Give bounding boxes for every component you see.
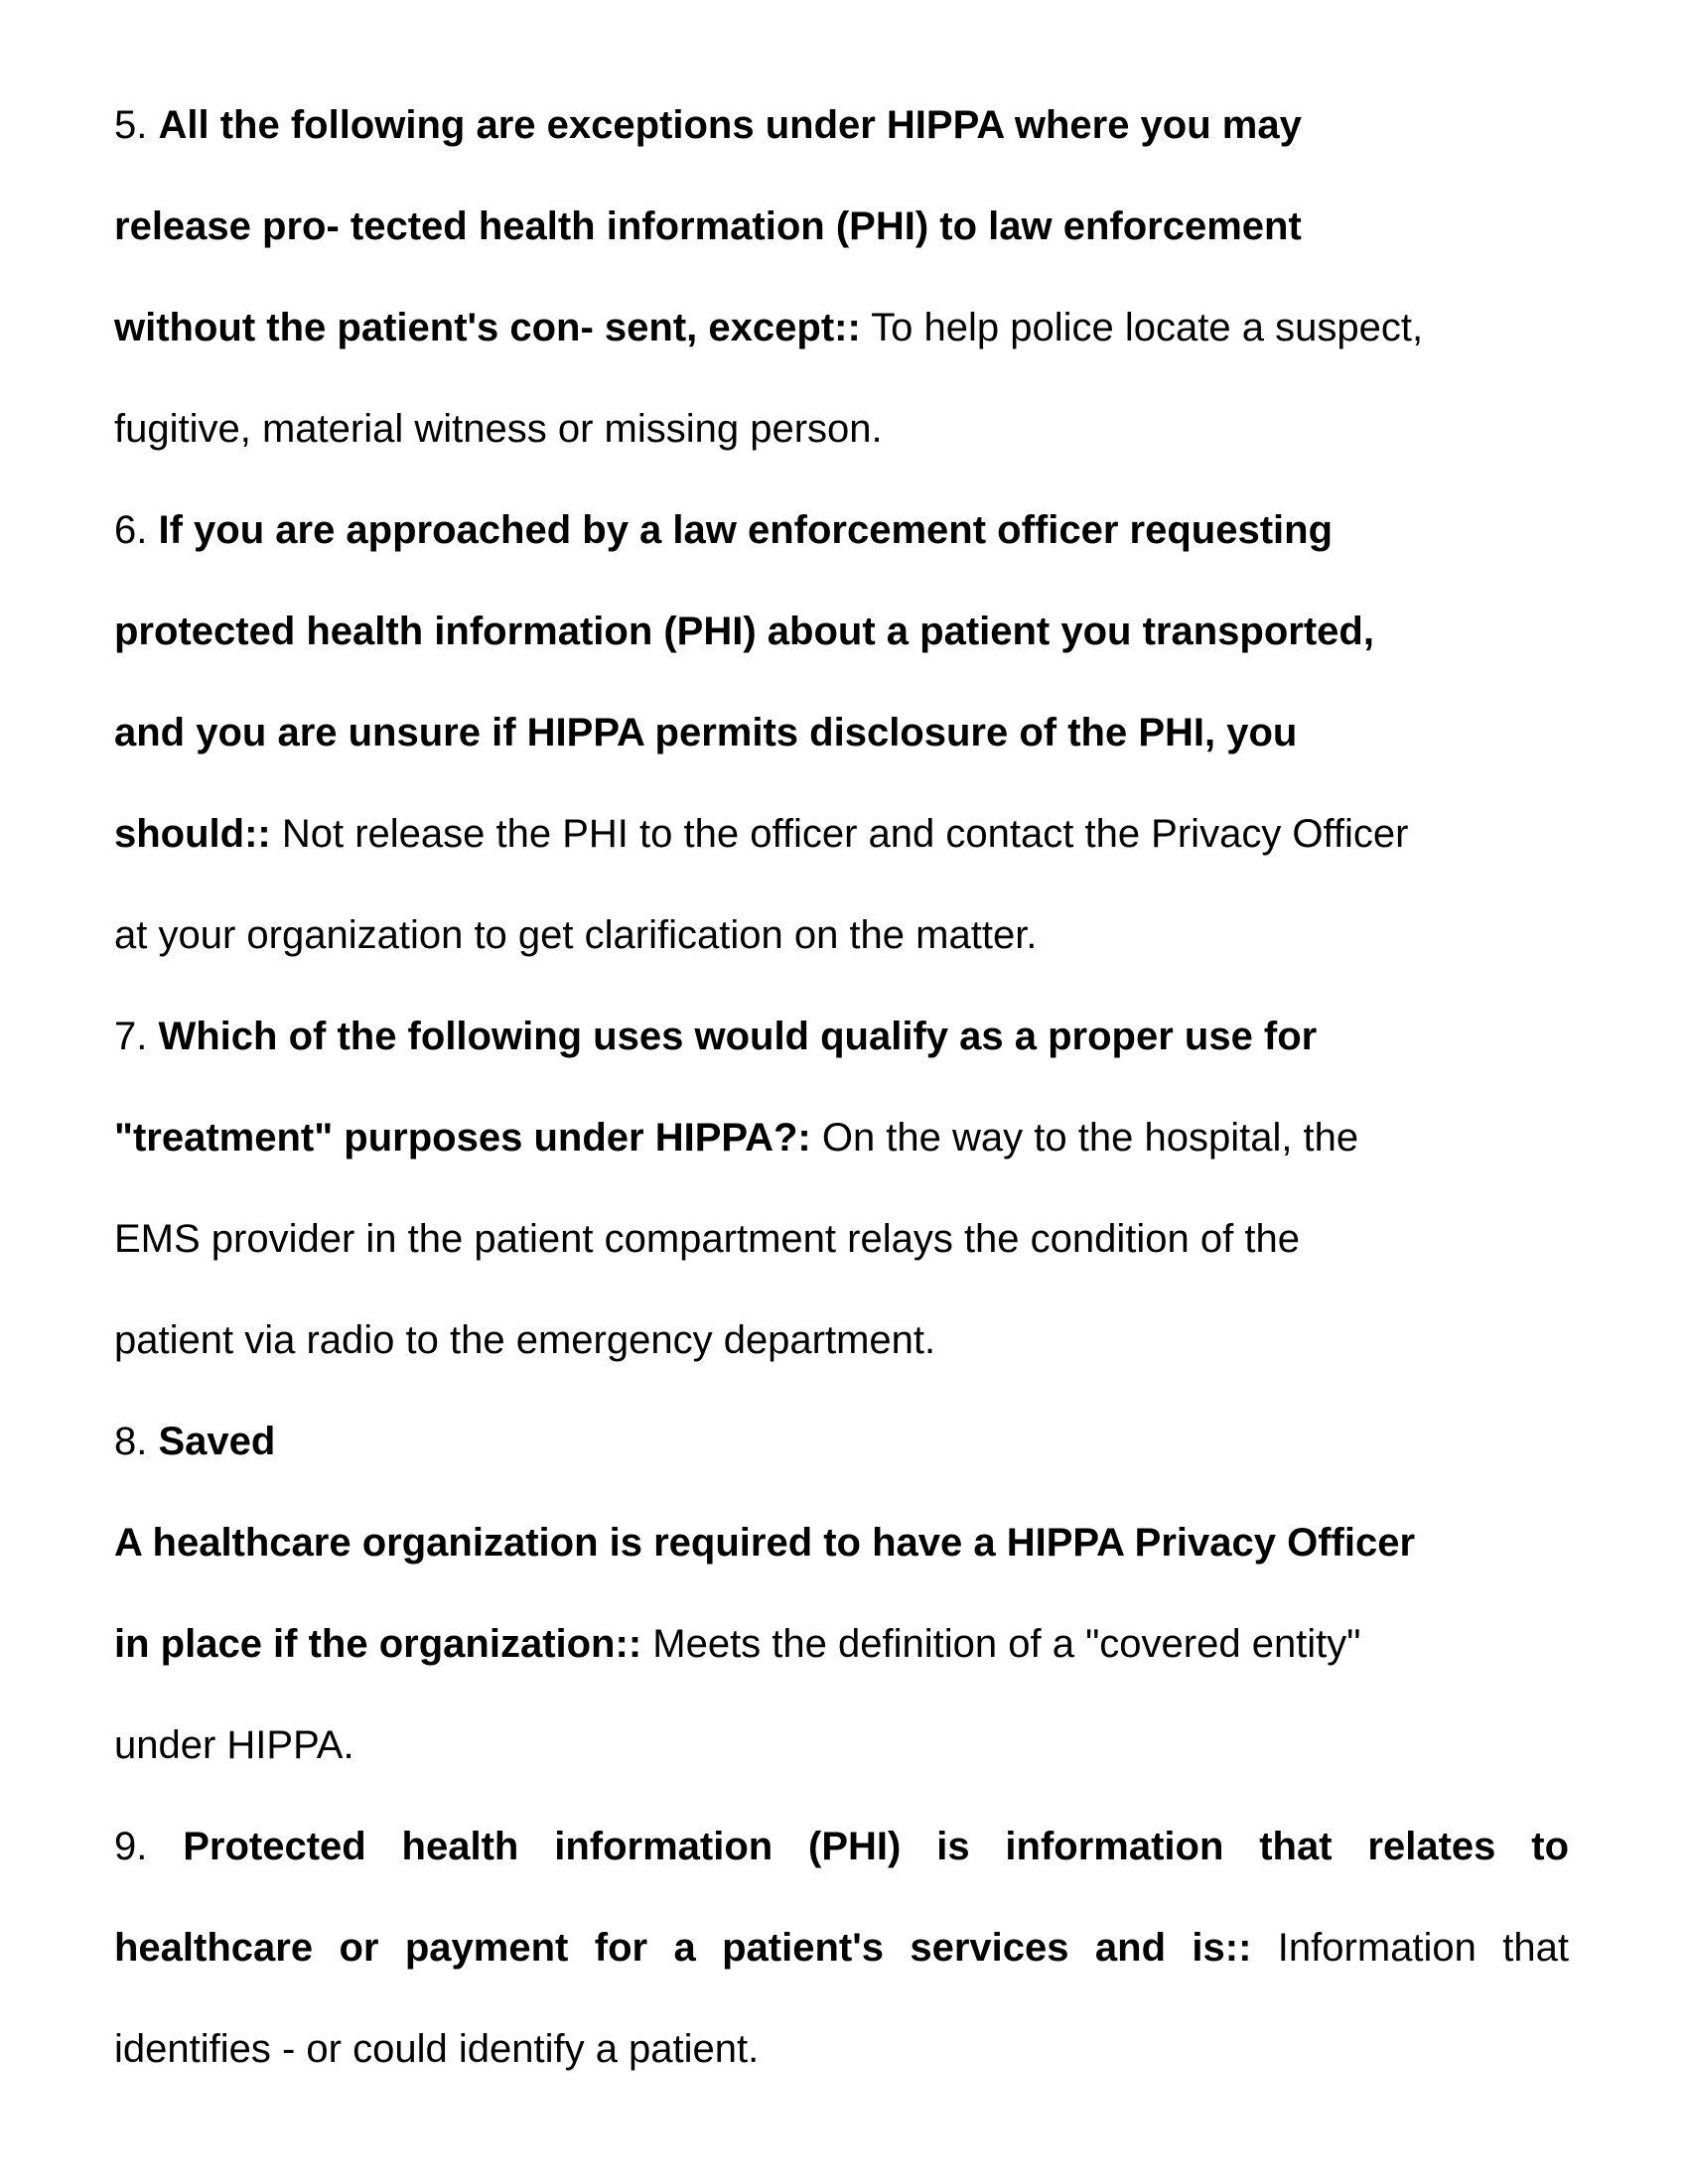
question-text: without the patient's con- sent, except:: (114, 306, 861, 349)
question-text: Protected health information (PHI) is information that relates to (183, 1825, 1569, 1868)
question-text: Which of the following uses would qualify as a proper use for (158, 1015, 1318, 1058)
text-line (114, 479, 1569, 581)
question-text: should:: (114, 812, 271, 856)
text-line (114, 1897, 1569, 1998)
question-text: and you are unsure if HIPPA permits disclosure of the PHI, you (114, 711, 1298, 754)
text-line (114, 176, 1569, 277)
answer-text: fugitive, material witness or missing person. (114, 407, 883, 451)
question-item (114, 986, 1569, 1391)
text-line (114, 1492, 1569, 1593)
text-line (114, 1695, 1569, 1796)
text-line (114, 277, 1569, 378)
question-text: Saved (158, 1420, 276, 1463)
text-line (114, 1188, 1569, 1290)
question-text: in place if the organization:: (114, 1622, 642, 1666)
text-line (114, 1087, 1569, 1188)
answer-text: under HIPPA. (114, 1723, 354, 1767)
answer-text: Meets the definition of a "covered entity" (641, 1622, 1361, 1666)
answer-text: at your organization to get clarification on the matter. (114, 913, 1038, 957)
answer-text: Not release the PHI to the officer and contact the Privacy Officer (270, 812, 1409, 856)
text-line (114, 1391, 1569, 1492)
text-line (114, 1796, 1569, 1897)
question-number: 6. (114, 508, 148, 552)
answer-text: patient via radio to the emergency department. (114, 1318, 936, 1362)
question-text: A healthcare organization is required to have a HIPPA Privacy Officer (114, 1521, 1416, 1565)
text-line (114, 986, 1569, 1087)
question-number: 7. (114, 1015, 148, 1058)
answer-text: identifies - or could identify a patient. (114, 2027, 760, 2071)
question-text: protected health information (PHI) about a patient you transported, (114, 610, 1374, 653)
text-line (114, 378, 1569, 479)
question-text: "treatment" purposes under HIPPA?: (114, 1116, 811, 1160)
answer-text: On the way to the hospital, the (810, 1116, 1359, 1160)
question-number: 8. (114, 1420, 148, 1463)
document-page (114, 74, 1569, 2100)
question-item (114, 479, 1569, 986)
text-line (114, 1593, 1569, 1695)
text-line (114, 885, 1569, 986)
question-number: 5. (114, 103, 148, 147)
text-line (114, 1290, 1569, 1391)
question-number: 9. (114, 1825, 148, 1868)
question-item (114, 1796, 1569, 2100)
text-line (114, 783, 1569, 885)
question-text: healthcare or payment for a patient's services and is:: (114, 1926, 1252, 1970)
answer-text: Information that (1251, 1926, 1569, 1970)
answer-text: EMS provider in the patient compartment relays the condition of the (114, 1217, 1300, 1261)
text-line (114, 1998, 1569, 2100)
text-line (114, 682, 1569, 783)
text-line (114, 581, 1569, 682)
question-text: release pro- tected health information (PHI) to law enforcement (114, 205, 1302, 248)
answer-text: To help police locate a suspect, (860, 306, 1424, 349)
question-item (114, 74, 1569, 479)
question-text: If you are approached by a law enforcement officer requesting (158, 508, 1334, 552)
question-item (114, 1391, 1569, 1796)
text-line (114, 74, 1569, 176)
question-text: All the following are exceptions under HIPPA where you may (158, 103, 1302, 147)
